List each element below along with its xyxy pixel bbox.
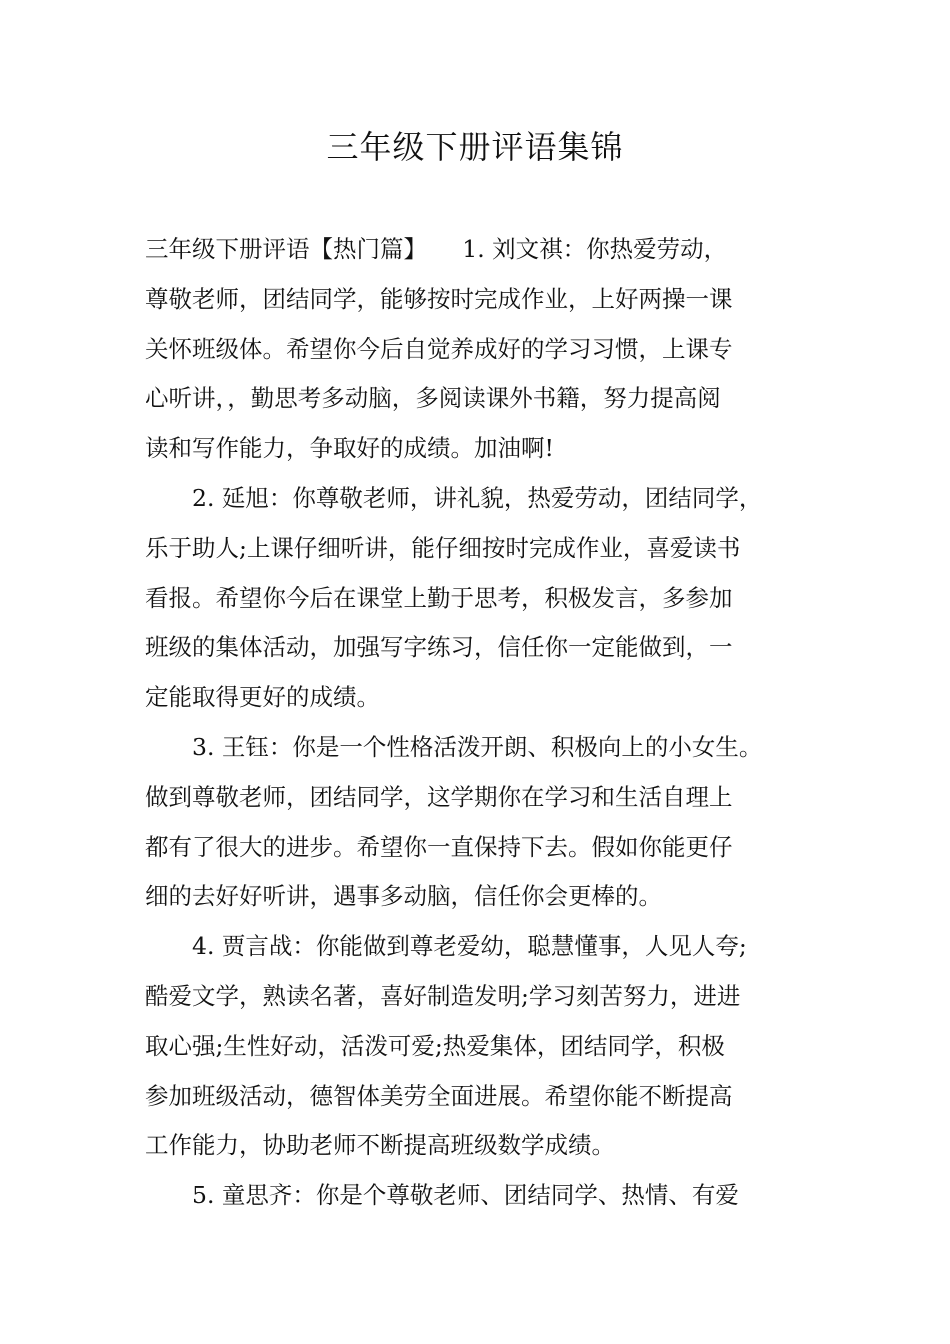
body-line: 三年级下册评语【热门篇】 1. 刘文祺：你热爱劳动， [145,235,728,263]
body-line: 读和写作能力，争取好的成绩。加油啊! [145,434,554,463]
body-line: 定能取得更好的成绩。 [145,683,380,712]
body-line: 看报。希望你今后在课堂上勤于思考，积极发言，多参加 [145,583,733,612]
body-line: 做到尊敬老师，团结同学，这学期你在学习和生活自理上 [145,782,733,811]
body-line: 心听讲，，勤思考多动脑，多阅读课外书籍，努力提高阅 [145,384,721,413]
document-body [145,225,810,1221]
body-line: 参加班级活动，德智体美劳全面进展。希望你能不断提高 [145,1081,733,1110]
body-line: 尊敬老师，团结同学，能够按时完成作业，上好两操一课 [145,284,733,313]
body-line: 5. 童思齐：你是个尊敬老师、团结同学、热情、有爱 [192,1181,739,1210]
body-line: 酷爱文学，熟读名著，喜好制造发明;学习刻苦努力，进进 [145,981,741,1010]
document-title: 三年级下册评语集锦 [326,128,624,166]
body-line: 细的去好好听讲，遇事多动脑，信任你会更棒的。 [145,882,662,911]
body-line: 关怀班级体。希望你今后自觉养成好的学习习惯，上课专 [145,334,733,363]
body-line: 4. 贾言战：你能做到尊老爱幼，聪慧懂事，人见人夸; [192,932,747,961]
body-line: 取心强;生性好动，活泼可爱;热爱集体，团结同学，积极 [145,1031,725,1060]
body-line: 乐于助人;上课仔细听讲，能仔细按时完成作业，喜爱读书 [145,533,741,562]
body-line: 都有了很大的进步。希望你一直保持下去。假如你能更仔 [145,832,733,861]
body-line: 2. 延旭：你尊敬老师，讲礼貌，热爱劳动，团结同学， [192,483,763,512]
body-line: 班级的集体活动，加强写字练习，信任你一定能做到，一 [145,633,733,662]
body-line: 工作能力，协助老师不断提高班级数学成绩。 [145,1131,615,1160]
body-line: 3. 王钰：你是一个性格活泼开朗、积极向上的小女生。 [192,732,763,761]
